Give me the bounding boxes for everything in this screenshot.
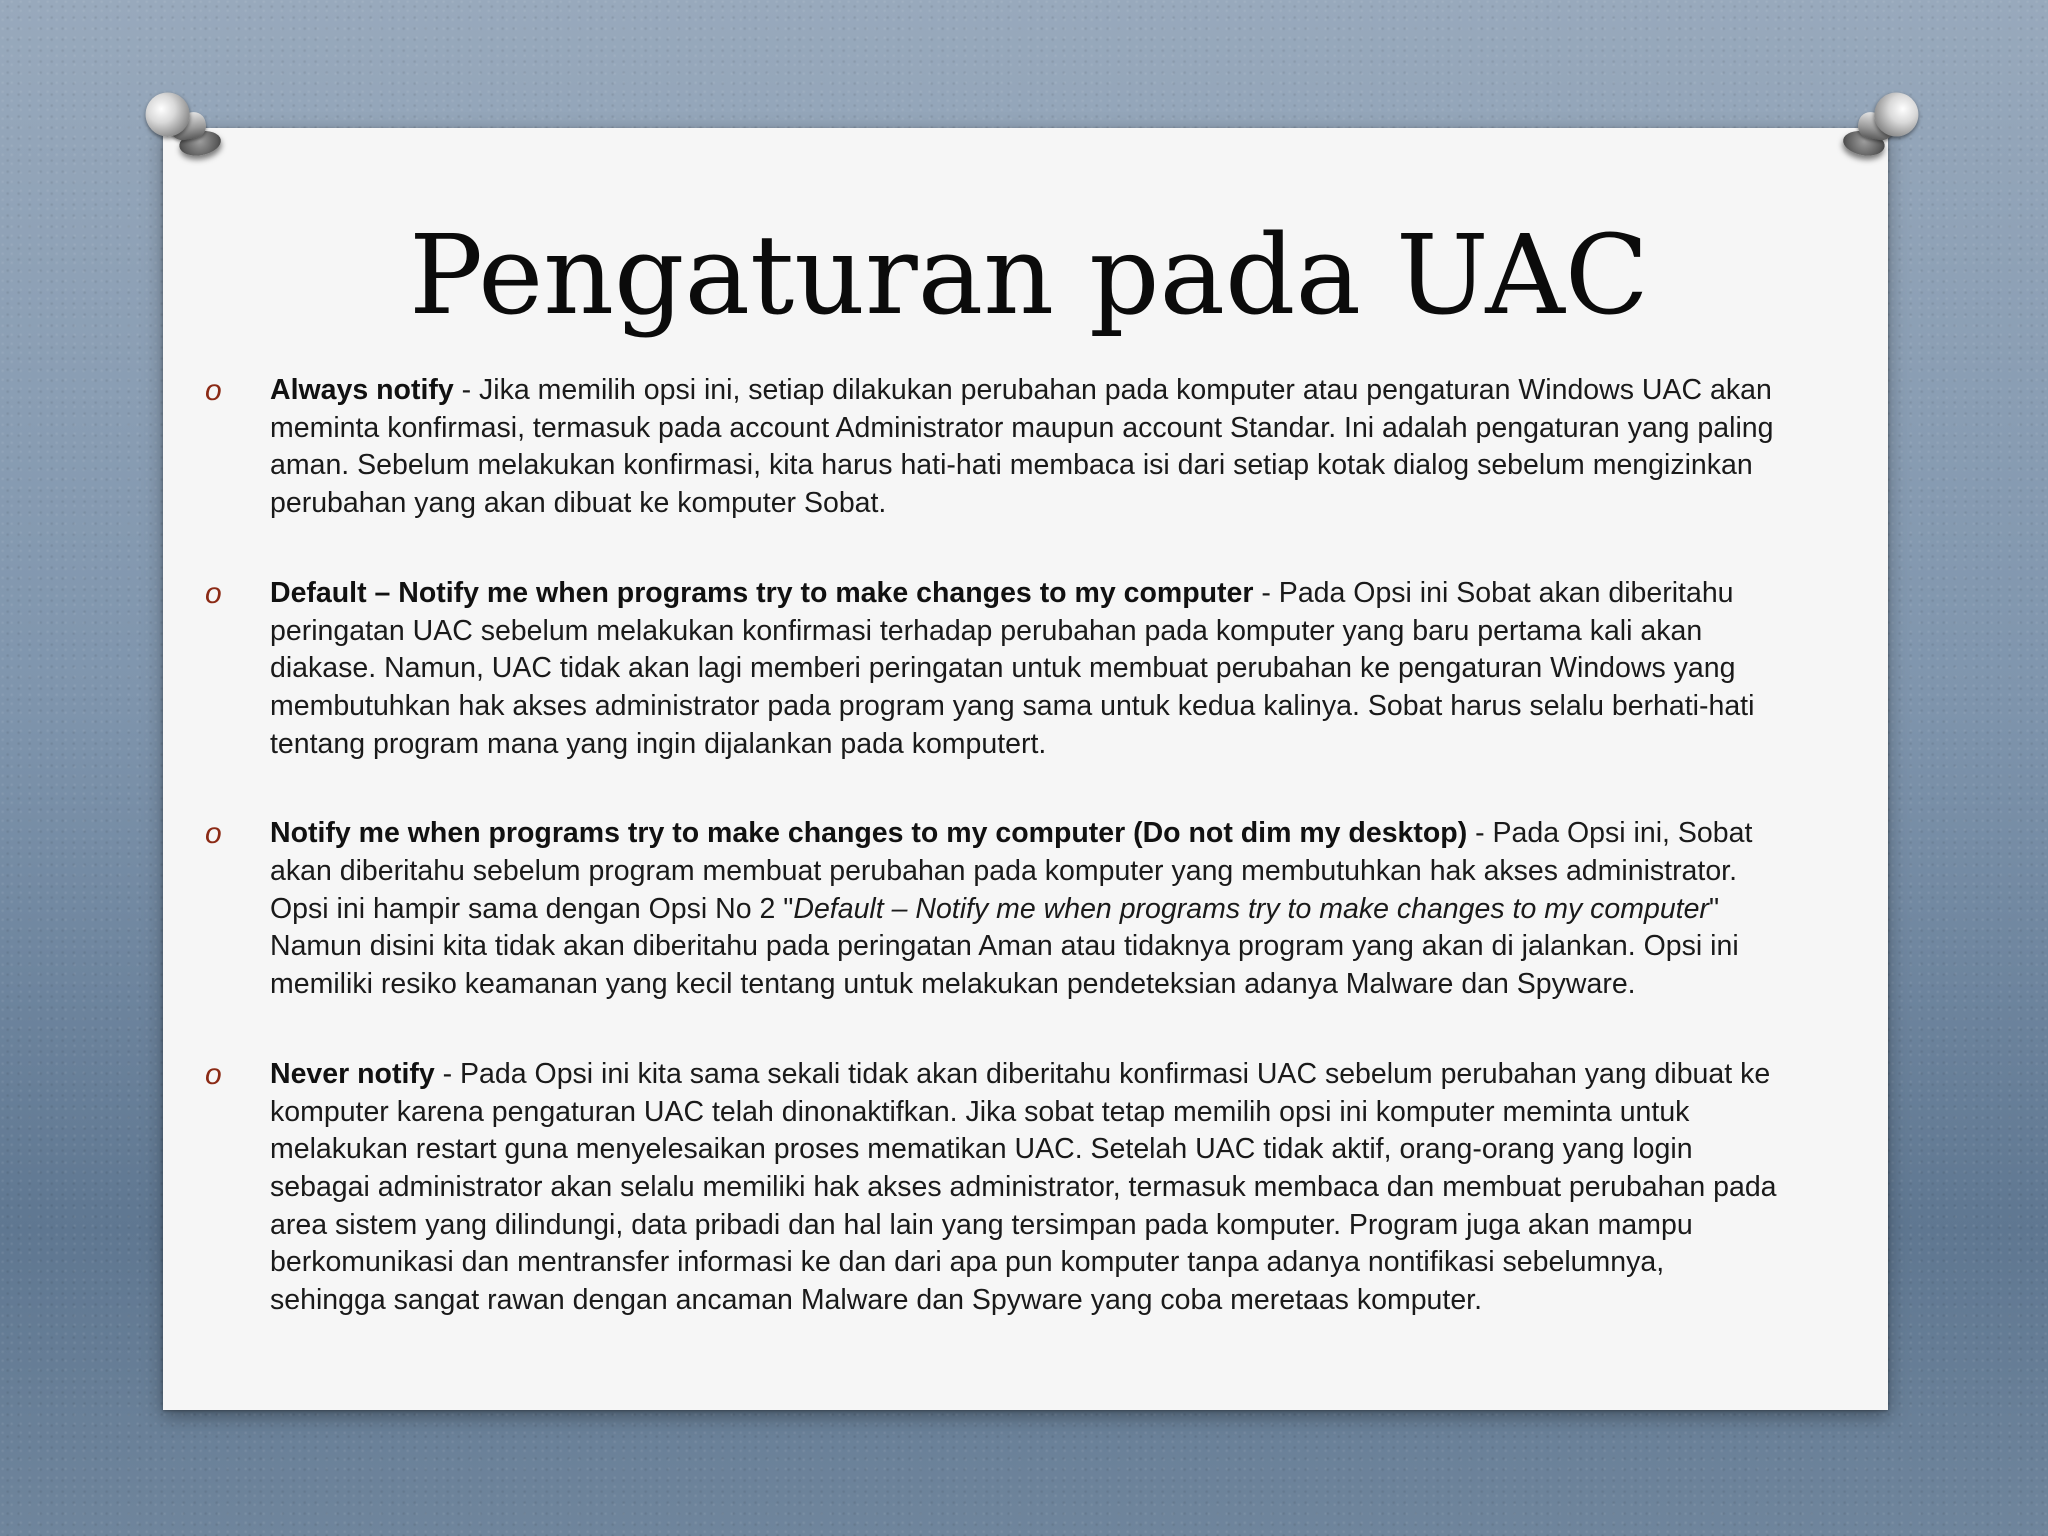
bullet-text: - Pada Opsi ini kita sama sekali tidak akan diberitahu konfirmasi UAC sebelum perubahan yang dibuat ke komputer karena pengaturan UAC telah dinonaktifkan. Jika sobat tetap memilih opsi ini komputer meminta untuk melakukan restart guna menyelesaikan proses mematikan UAC. Setelah UAC tidak aktif, orang-orang yang login sebagai administrator akan selalu memiliki hak akses administrator, termasuk membaca dan membuat perubahan pada area sistem yang dilindungi, data pribadi dan hal lain yang tersimpan pada komputer. Program juga akan mampu berkomunikasi dan mentransfer informasi ke dan dari apa pun komputer tanpa adanya nontifikasi sebelumnya, sehingga sangat rawan dengan ancaman Malware dan Spyware yang coba meretaas komputer.: [270, 1057, 1777, 1317]
bullet-text: - Pada Opsi ini Sobat akan diberitahu peringatan UAC sebelum melakukan konfirmasi terhadap perubahan pada komputer yang baru pertama kali akan diakase. Namun, UAC tidak akan lagi memberi peringatan untuk membuat perubahan ke pengaturan Windows yang membutuhkan hak akses administrator pada program yang sama untuk kedua kalinya. Sobat harus selalu berhati-hati tentang program mana yang ingin dijalankan pada komputert.: [270, 576, 1755, 760]
bullet-marker-icon: o: [205, 576, 222, 610]
bullet-marker-icon: o: [205, 817, 222, 851]
bullet-text: - Pada Opsi ini, Sobat akan diberitahu sebelum program membuat perubahan pada komputer yang membutuhkan hak akses administrator. Opsi ini hampir sama dengan Opsi No 2 ": [270, 817, 1753, 925]
pushpin-icon: [1831, 77, 1931, 177]
bullet-lead: Never notify: [270, 1057, 435, 1090]
bullet-text: - Jika memilih opsi ini, setiap dilakukan perubahan pada komputer atau pengaturan Windows UAC akan meminta konfirmasi, termasuk pada account Administrator maupun account Standar. Ini adalah pengaturan yang paling aman. Sebelum melakukan konfirmasi, kita harus hati-hati membaca isi dari setiap kotak dialog sebelum mengizinkan perubahan yang akan dibuat ke komputer Sobat.: [270, 374, 1774, 520]
bullet-default-notify: [205, 575, 1785, 764]
bullet-marker-icon: o: [205, 374, 222, 407]
bullet-lead: Default – Notify me when programs try to make changes to my computer: [270, 576, 1254, 609]
bullet-italic-quote: Default – Notify me when programs try to make changes to my computer: [793, 892, 1709, 925]
bullet-text: " Namun disini kita tidak akan diberitahu pada peringatan Aman atau tidaknya program yang akan di jalankan. Opsi ini memiliki resiko keamanan yang kecil tentang untuk melakukan pendeteksian adanya Malware dan Spyware.: [270, 892, 1739, 1001]
bullet-lead: Notify me when programs try to make changes to my computer (Do not dim my desktop): [270, 817, 1468, 850]
slide-title: Pengaturan pada UAC: [409, 211, 1649, 339]
bullet-notify-no-dim: [205, 815, 1785, 1004]
bullet-never-notify: [205, 1056, 1785, 1320]
bullet-always-notify: [205, 372, 1785, 523]
pushpin-icon: [133, 77, 233, 177]
bullet-marker-icon: o: [205, 1057, 222, 1091]
bullet-list: [205, 372, 1785, 1372]
bullet-lead: Always notify: [270, 374, 454, 406]
